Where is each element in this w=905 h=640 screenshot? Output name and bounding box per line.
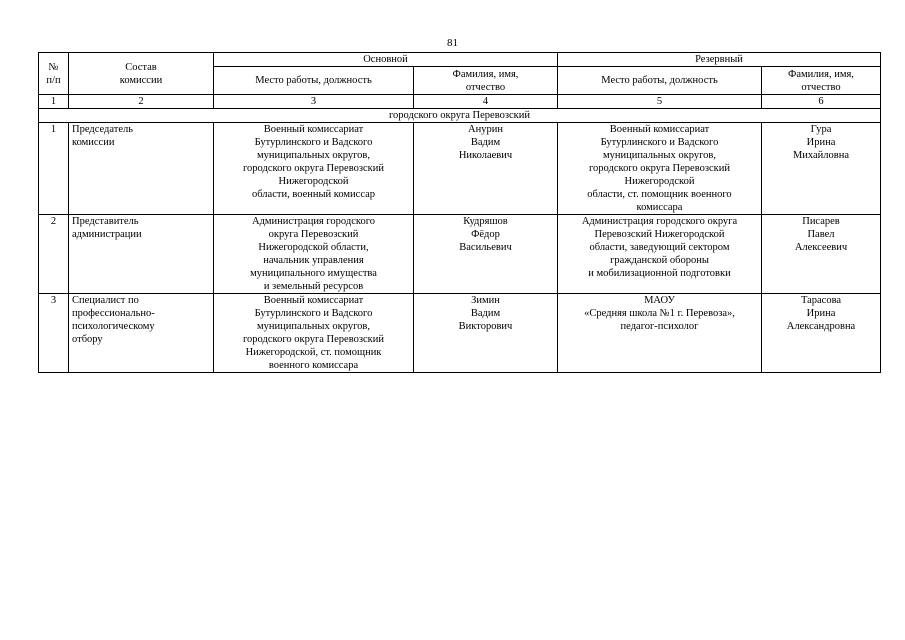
row-num: 3: [39, 294, 69, 373]
header-reserve-workplace: Место работы, должность: [558, 67, 762, 95]
column-number: 6: [762, 95, 881, 109]
header-main-name: Фамилия, имя, отчество: [414, 67, 558, 95]
header-num: № п/п: [39, 53, 69, 95]
commission-table: [38, 52, 881, 373]
column-number-row: [39, 95, 881, 109]
header-reserve-name: Фамилия, имя, отчество: [762, 67, 881, 95]
row-role: Председатель комиссии: [69, 123, 214, 215]
header-composition: Состав комиссии: [69, 53, 214, 95]
header-reserve: Резервный: [558, 53, 881, 67]
row-role: Представитель администрации: [69, 215, 214, 294]
row-reserve-name: Гура Ирина Михайловна: [762, 123, 881, 215]
row-main-name: Зимин Вадим Викторович: [414, 294, 558, 373]
column-number: 4: [414, 95, 558, 109]
section-row: [39, 109, 881, 123]
row-num: 1: [39, 123, 69, 215]
row-main-name: Анурин Вадим Николаевич: [414, 123, 558, 215]
table-row: [39, 294, 881, 373]
column-number: 3: [214, 95, 414, 109]
row-reserve-workplace: Военный комиссариат Бутурлинского и Вадского муниципальных округов, городского округа Перевозский Нижегородской области, ст. помощник военного комиссара: [558, 123, 762, 215]
header-row-top: [39, 53, 881, 67]
column-number: 2: [69, 95, 214, 109]
row-main-workplace: Военный комиссариат Бутурлинского и Вадского муниципальных округов, городского округа Перевозский Нижегородской области, военный комиссар: [214, 123, 414, 215]
row-role: Специалист по профессионально- психологическому отбору: [69, 294, 214, 373]
table-row: [39, 123, 881, 215]
row-reserve-workplace: МАОУ «Средняя школа №1 г. Перевоза», педагог-психолог: [558, 294, 762, 373]
row-main-name: Кудряшов Фёдор Васильевич: [414, 215, 558, 294]
column-number: 5: [558, 95, 762, 109]
column-number: 1: [39, 95, 69, 109]
table-row: [39, 215, 881, 294]
page-number: 81: [447, 37, 458, 49]
section-title: городского округа Перевозский: [39, 109, 881, 123]
header-main: Основной: [214, 53, 558, 67]
header-main-workplace: Место работы, должность: [214, 67, 414, 95]
row-reserve-name: Писарев Павел Алексеевич: [762, 215, 881, 294]
row-main-workplace: Военный комиссариат Бутурлинского и Вадского муниципальных округов, городского округа Перевозский Нижегородской, ст. помощник военного комиссара: [214, 294, 414, 373]
row-reserve-workplace: Администрация городского округа Перевозский Нижегородской области, заведующий сектором гражданской обороны и мобилизационной подготовки: [558, 215, 762, 294]
row-main-workplace: Администрация городского округа Перевозский Нижегородской области, начальник управления муниципального имущества и земельный ресурсов: [214, 215, 414, 294]
row-num: 2: [39, 215, 69, 294]
row-reserve-name: Тарасова Ирина Александровна: [762, 294, 881, 373]
